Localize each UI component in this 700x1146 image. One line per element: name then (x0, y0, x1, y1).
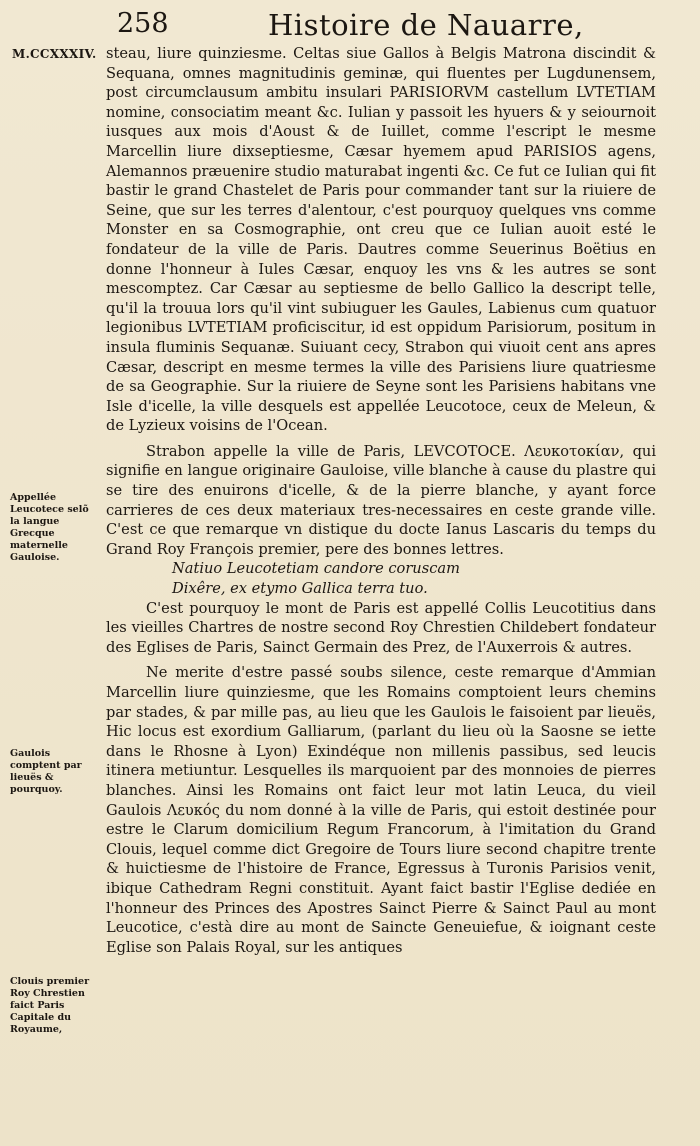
margin-note-clouis: Clouis premier Roy Chrestien faict Paris Capitale du Royaume, (10, 976, 90, 1035)
verse-line: Natiuo Leucotetiam candore coruscam (172, 560, 460, 578)
paragraph: C'est pourquoy le mont de Paris est appellé Collis Leucotitius dans les vieilles Chartres de nostre second Roy Chrestien Childebert fondateur des Eglises de Paris, Sainct Germain des Prez, de l'Auxerrois & autres. (106, 599, 656, 656)
verse-line: Dixêre, ex etymo Gallica terra tuo. (172, 580, 428, 598)
margin-note-lieues: Gaulois comptent par lieuës & pourquoy. (10, 748, 82, 795)
main-text (106, 44, 656, 957)
page-header (0, 8, 700, 48)
paragraph: Strabon appelle la ville de Paris, LEVCOTOCE. Λευκοτοκίαν, qui signifie en langue originaire Gauloise, ville blanche à cause du plastre qui se tire des enuirons d'icelle, & de la pierre blanche, y ayant force carrieres de ces deux materiaux tres-necessaires en ceste grande ville. C'est ce que remarque vn distique du docte Ianus Lascaris du temps du Grand Roy François premier, pere des bonnes lettres. (106, 442, 656, 558)
running-title: Histoire de Nauarre, (268, 8, 584, 42)
page-number: 258 (117, 8, 169, 39)
paragraph: steau, liure quinziesme. Celtas siue Gallos à Belgis Matrona discindit & Sequana, omnes magnitudinis geminæ, qui fluentes per Lugdunensem, post circumclausum ambitu insulari PARISIORVM castellum LVTETIAM nomine, consociatim meant &c. Iulian y passoit les hyuers & y seiournoit iusques aux mois d'Aoust & de Iuillet, comme l'escript le mesme Marcellin liure dixseptiesme, Cæsar hyemem apud PARISIOS agens, Alemannos præuenire studio maturabat ingenti &c. Ce fut ce Iulian qui fit bastir le grand Chastelet de Paris pour commander tant sur la riuiere de Seine, que sur les terres d'alentour, c'est pourquoy quelques vns comme Monster en sa Cosmographie, ont creu que ce Iulian auoit esté le fondateur de la ville de Paris. Dautres comme Seuerinus Boëtius en donne l'honneur à Iules Cæsar, enquoy les vns & les autres se sont mescomptez. Car Cæsar au septiesme de bello Gallico la descript telle, qu'il la trouua lors qu'il vint subiuguer les Gaules, Labienus cum quatuor legionibus LVTETIAM proficiscitur, id est oppidum Parisiorum, positum in insula fluminis Sequanæ. Suiuant cecy, Strabon qui viuoit cent ans apres Cæsar, descript en mesme termes la ville des Parisiens liure quatriesme de sa Geographie. Sur la riuiere de Seyne sont les Parisiens habitans vne Isle d'icelle, la ville desquels est appellée Leucotoce, ceux de Meleun, & de Lyzieux voisins de l'Ocean. (106, 45, 656, 435)
year-note: M.CCXXXIV. (12, 47, 97, 61)
margin-note-leucotece: Appellée Leucotece selõ la langue Grecque maternelle Gauloise. (10, 492, 89, 563)
paragraph: Ne merite d'estre passé soubs silence, ceste remarque d'Ammian Marcellin liure quinziesme, que les Romains comptoient leurs chemins par stades, & par mille pas, au lieu que les Gaulois le faisoient par lieuës, Hic locus est exordium Galliarum, (parlant du lieu où la Saosne se iette dans le Rhosne à Lyon) Exindéque non millenis passibus, sed leucis itinera metiuntur. Lesquelles ils marquoient par des monnoies de pierres blanches. Ainsi les Romains ont faict leur mot latin Leuca, du vieil Gaulois Λευκός du nom donné à la ville de Paris, qui estoit destinée pour estre le Clarum domicilium Regum Francorum, à l'imitation du Grand Clouis, lequel comme dict Gregoire de Tours liure second chapitre trente & huictiesme de l'histoire de France, Egressus à Turonis Parisios venit, ibique Cathedram Regni constituit. Ayant faict bastir l'Eglise dediée en l'honneur des Princes des Apostres Sainct Pierre & Sainct Paul au mont Leucotice, c'està dire au mont de Saincte Geneuiefue, & ioignant ceste Eglise son Palais Royal, sur les antiques (106, 664, 656, 956)
